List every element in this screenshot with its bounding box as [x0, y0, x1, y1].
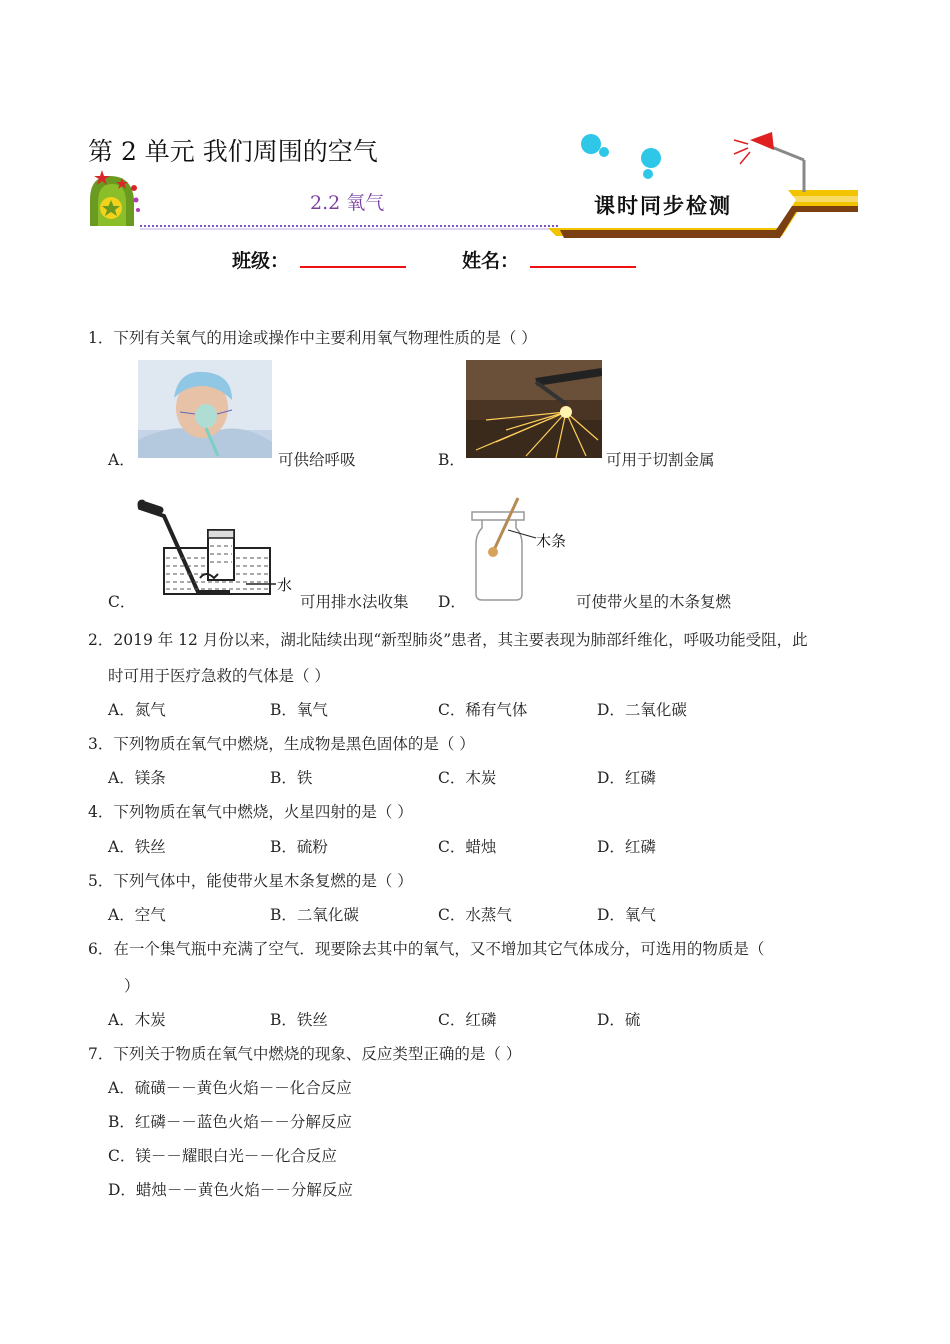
oxygen-mask-patient-image	[138, 360, 272, 458]
option-a[interactable]: A．空气	[108, 906, 166, 924]
question-number: 5．	[88, 872, 114, 890]
question-7	[88, 1042, 521, 1064]
option-a[interactable]: A．木炭	[108, 1011, 166, 1029]
option-d[interactable]: D．红磷	[597, 838, 656, 856]
desk-lamp-icon	[734, 132, 804, 192]
option-caption: 可用于切割金属	[606, 451, 715, 469]
question-number: 2．	[88, 631, 114, 649]
question-text: 2019 年 12 月份以来，湖北陆续出现“新型肺炎”患者，其主要表现为肺部纤维化，呼吸功能受阻，此	[113, 631, 808, 649]
figure-label-water: 水	[277, 576, 293, 594]
option-letter[interactable]: B．	[438, 451, 465, 469]
question-3	[88, 732, 475, 754]
question-6	[88, 937, 764, 959]
question-text: 下列气体中，能使带火星木条复燃的是（ ）	[113, 872, 413, 890]
option-caption: 可供给呼吸	[278, 451, 356, 469]
option-a[interactable]: A．硫磺－－黄色火焰－－化合反应	[108, 1079, 352, 1097]
option-caption: 可使带火星的木条复燃	[576, 593, 732, 611]
option-a[interactable]: A．铁丝	[108, 838, 166, 856]
option-letter[interactable]: D．	[438, 593, 466, 611]
class-label: 班级：	[232, 250, 290, 272]
option-c[interactable]: C．蜡烛	[438, 838, 497, 856]
option-d[interactable]: D．氧气	[597, 906, 656, 924]
option-c[interactable]: C．稀有气体	[438, 701, 528, 719]
option-b[interactable]: B．二氧化碳	[270, 906, 359, 924]
question-text-continued: ）	[124, 977, 140, 995]
name-blank-field[interactable]	[530, 266, 636, 268]
class-blank-field[interactable]	[300, 266, 406, 268]
question-number: 6．	[88, 940, 114, 958]
figure-label-splint: 木条	[536, 532, 567, 550]
option-a[interactable]: A．氮气	[108, 701, 166, 719]
question-number: 3．	[88, 735, 114, 753]
star-emblem-icon	[90, 170, 140, 226]
question-text: 下列物质在氧气中燃烧，生成物是黑色固体的是（ ）	[113, 735, 475, 753]
option-letter[interactable]: A．	[108, 451, 135, 469]
question-text: 下列有关氧气的用途或操作中主要利用氧气物理性质的是（ ）	[113, 329, 537, 347]
option-caption: 可用排水法收集	[300, 593, 409, 611]
option-c[interactable]: C．红磷	[438, 1011, 497, 1029]
question-number: 7．	[88, 1045, 114, 1063]
gas-jar-splint-image	[466, 494, 576, 604]
header-banner	[88, 130, 858, 240]
option-c[interactable]: C．水蒸气	[438, 906, 512, 924]
option-c[interactable]: C．镁－－耀眼白光－－化合反应	[108, 1147, 337, 1165]
option-d[interactable]: D．二氧化碳	[597, 701, 687, 719]
option-d[interactable]: D．红磷	[597, 769, 656, 787]
bubbles-icon	[581, 134, 661, 179]
option-b[interactable]: B．红磷－－蓝色火焰－－分解反应	[108, 1113, 352, 1131]
option-d[interactable]: D．蜡烛－－黄色火焰－－分解反应	[108, 1181, 353, 1199]
option-b[interactable]: B．硫粉	[270, 838, 328, 856]
question-text-continued: 时可用于医疗急救的气体是（ ）	[108, 667, 330, 685]
question-5	[88, 869, 413, 891]
option-letter[interactable]: C．	[108, 593, 136, 611]
unit-title: 第 2 单元 我们周围的空气	[88, 137, 378, 166]
question-2	[88, 628, 808, 650]
question-number: 1．	[88, 329, 114, 347]
badge-text: 课时同步检测	[594, 193, 732, 218]
metal-cutting-image	[466, 360, 602, 458]
option-c[interactable]: C．木炭	[438, 769, 497, 787]
option-b[interactable]: B．氧气	[270, 701, 328, 719]
question-text: 在一个集气瓶中充满了空气．现要除去其中的氧气，又不增加其它气体成分，可选用的物质是（	[113, 940, 765, 958]
question-4	[88, 800, 413, 822]
section-title: 2.2 氧气	[310, 192, 385, 214]
option-b[interactable]: B．铁丝	[270, 1011, 328, 1029]
question-number: 4．	[88, 803, 114, 821]
name-label: 姓名：	[462, 250, 520, 272]
option-d[interactable]: D．硫	[597, 1011, 641, 1029]
water-displacement-apparatus-image	[136, 496, 298, 600]
option-b[interactable]: B．铁	[270, 769, 313, 787]
question-1	[88, 326, 537, 348]
question-text: 下列物质在氧气中燃烧，火星四射的是（ ）	[113, 803, 413, 821]
question-text: 下列关于物质在氧气中燃烧的现象、反应类型正确的是（ ）	[113, 1045, 522, 1063]
option-a[interactable]: A．镁条	[108, 769, 166, 787]
